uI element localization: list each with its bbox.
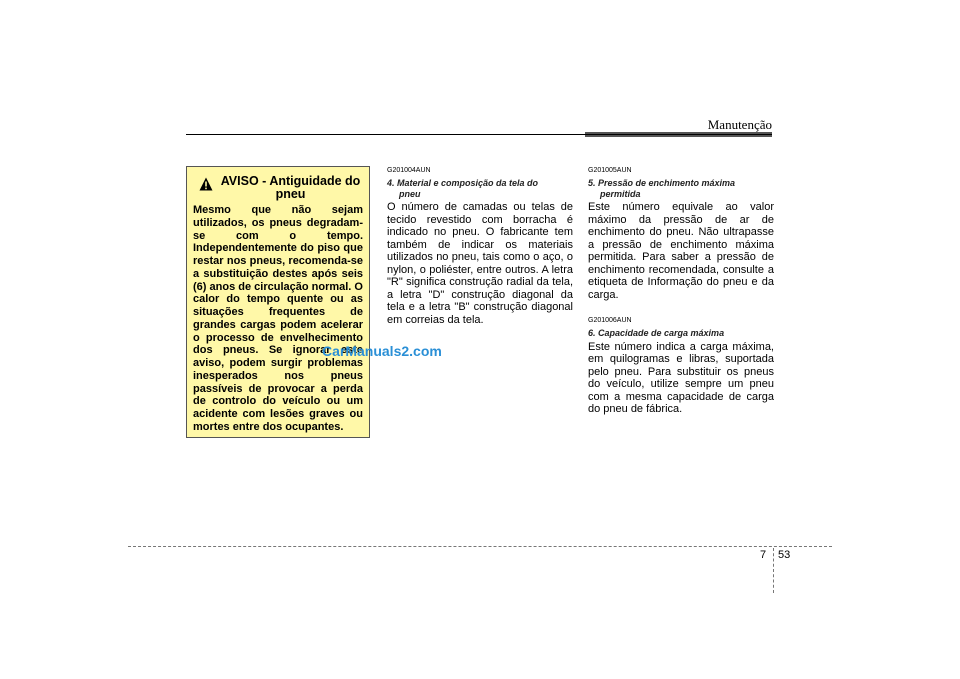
page-number-divider <box>773 548 774 593</box>
section-title-line: 5. Pressão de enchimento máxima <box>588 178 736 188</box>
section-title-line: 4. Material e composição da tela do <box>387 178 539 188</box>
footer-divider <box>128 546 832 547</box>
section-title <box>588 178 774 199</box>
section-code: G201005AUN <box>588 167 632 174</box>
section-title <box>387 178 573 199</box>
section-max-pressure <box>588 167 774 301</box>
section-title-line: pneu <box>399 188 421 199</box>
watermark[interactable]: CarManuals2.com <box>322 343 442 359</box>
section-body: O número de camadas ou telas de tecido revestido com borracha é indicado no pneu. O fabricante tem também de indicar os materiais utilizados no pneu, tais como o aço, o nylon, o poliéster, entre outros. A letra "R" significa construção radial da tela, a letra "D" construção diagonal da tela e a letra "B" construção diagonal em correias da tela. <box>387 201 573 326</box>
section-code: G201004AUN <box>387 167 431 174</box>
section-code: G201006AUN <box>588 317 632 324</box>
warning-body: Mesmo que não sejam utilizados, os pneus degradam-se com o tempo. Independentemente do piso que restar nos pneus, recomenda-se a substituição destes após seis (6) anos de circulação normal. O calor do tempo quente ou as situações frequentes de grandes cargas podem acelerar o processo de envelhecimento dos pneus. Se ignorar este aviso, podem surgir problemas inesperados nos pneus passíveis de provocar a perda de controlo do veículo ou um acidente com lesões graves ou mortes entre dos ocupantes. <box>193 204 363 433</box>
warning-title <box>193 175 363 201</box>
section-body: Este número indica a carga máxima, em quilogramas e libras, suportada pelo pneu. Para substituir os pneus do veículo, utilize sempre um pneu com a mesma capacidade de carga do pneu de fábrica. <box>588 340 774 415</box>
header-rule <box>186 134 772 135</box>
section-tire-material <box>387 167 573 326</box>
chapter-number: 7 <box>760 549 767 561</box>
warning-title-text: AVISO - Antiguidade do pneu <box>220 174 361 201</box>
page-number: 53 <box>778 549 791 561</box>
section-body: Este número equivale ao valor máximo da pressão de ar de enchimento do pneu. Não ultrapasse a pressão de enchimento máxima permitida. Para saber a pressão de enchimento recomendada, consulte a etiqueta de Informação do pneu e da carga. <box>588 201 774 301</box>
warning-box <box>186 166 370 438</box>
page-header-title: Manutenção <box>707 117 772 132</box>
section-title-line: permitida <box>600 188 641 199</box>
section-title-line: 6. Capacidade de carga máxima <box>588 328 725 338</box>
right-column <box>588 167 774 416</box>
warning-triangle-icon <box>199 177 213 191</box>
section-title <box>588 328 774 339</box>
section-max-load <box>588 317 774 416</box>
